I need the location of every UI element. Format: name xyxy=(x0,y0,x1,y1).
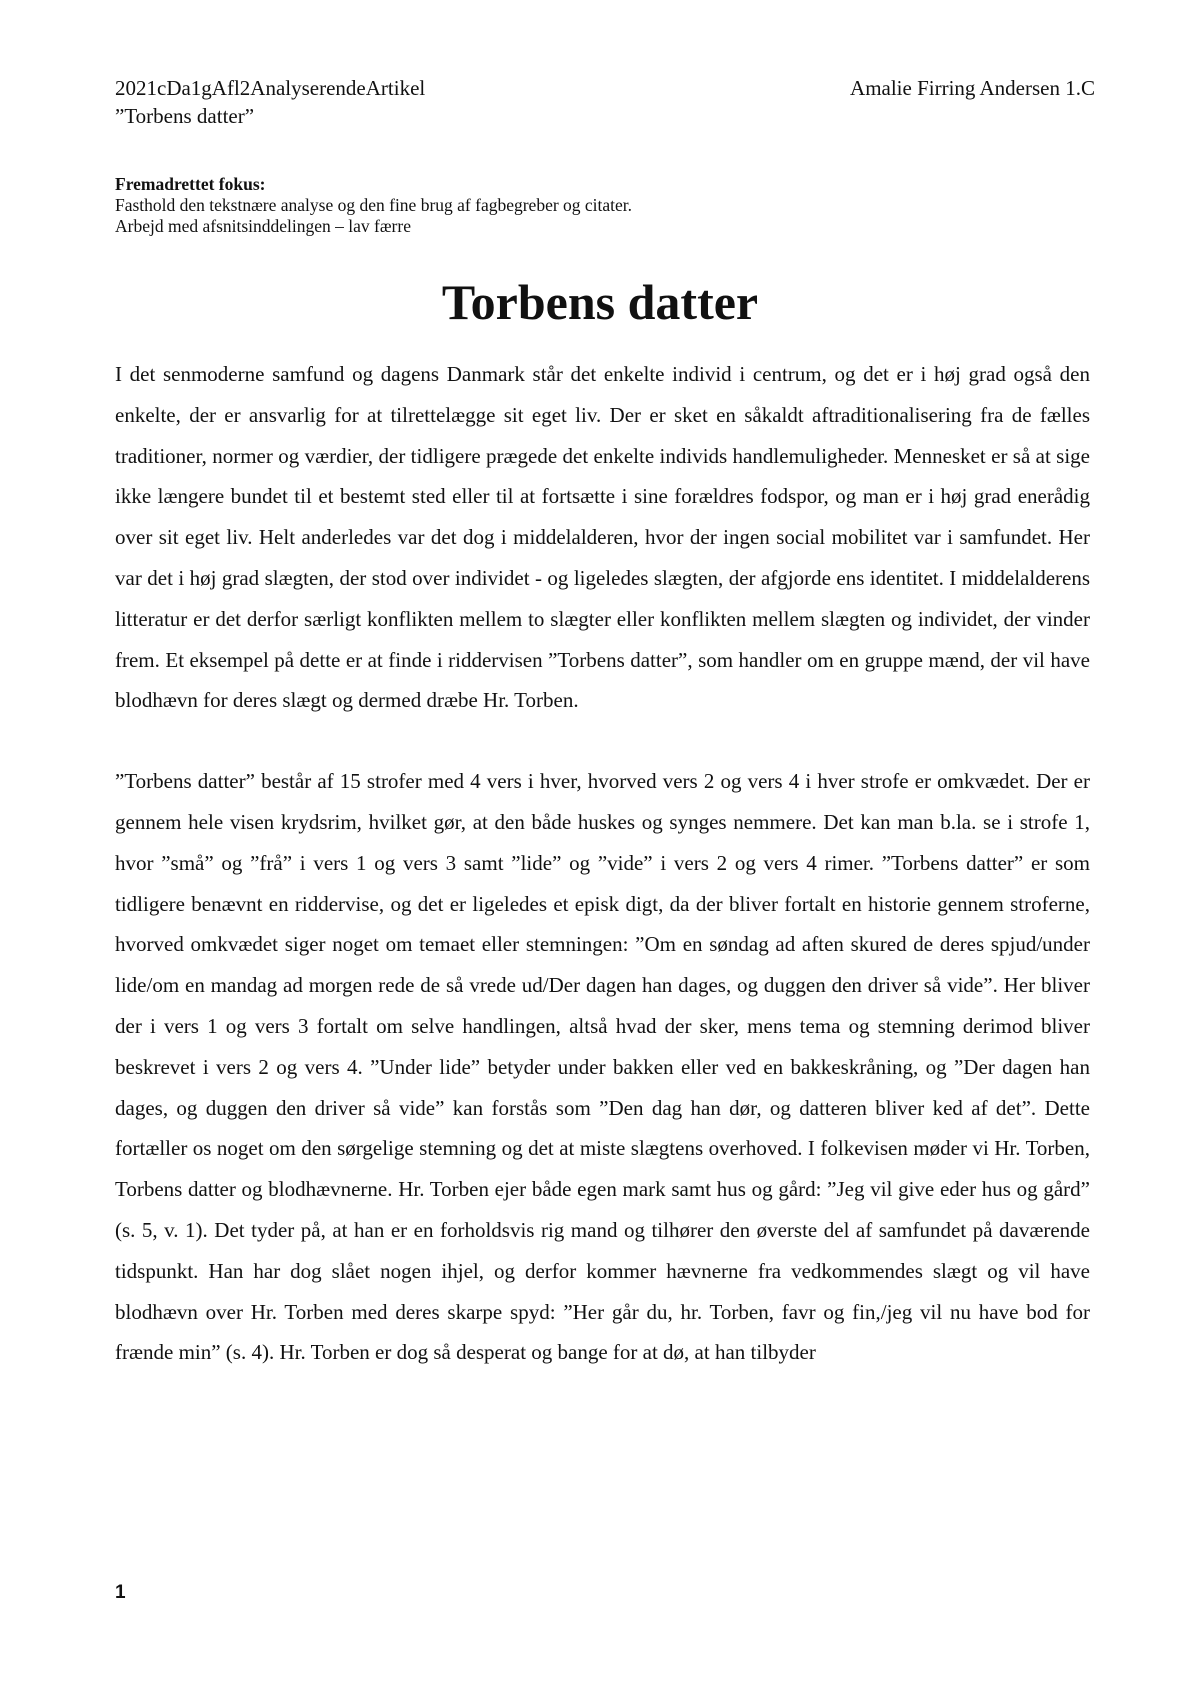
paragraph-intro: I det senmoderne samfund og dagens Danmark står det enkelte individ i centrum, og det er i høj grad også den enkelte, der er ansvarlig for at tilrettelægge sit eget liv. Der er sket en såkaldt aftraditionalisering fra de fælles traditioner, normer og værdier, der tidligere prægede det enkelte individs handlemuligheder. Mennesket er så at sige ikke længere bundet til et bestemt sted eller til at fortsætte i sine forældres fodspor, og man er i høj grad enerådig over sit eget liv. Helt anderledes var det dog i middelalderen, hvor der ingen social mobilitet var i samfundet. Her var det i høj grad slægten, der stod over individet - og ligeledes slægten, der afgjorde ens identitet. I middelalderens litteratur er det derfor særligt konflikten mellem to slægter eller konflikten mellem slægten og individet, der vinder frem. Et eksempel på dette er at finde i riddervisen ”Torbens datter”, som handler om en gruppe mænd, der vil have blodhævn for deres slægt og dermed dræbe Hr. Torben. xyxy=(115,362,1090,713)
author-name: Amalie Firring Andersen 1.C xyxy=(850,76,1095,100)
focus-line-2: Arbejd med afsnitsinddelingen – lav færre xyxy=(115,216,411,236)
paragraph-analysis: ”Torbens datter” består af 15 strofer med 4 vers i hver, hvorved vers 2 og vers 4 i hver strofe er omkvædet. Der er gennem hele visen krydsrim, hvilket gør, at den både huskes og synges nemmere. Det kan man b.la. se i strofe 1, hvor ”små” og ”frå” i vers 1 og vers 3 samt ”lide” og ”vide” i vers 2 og vers 4 rimer. ”Torbens datter” er som tidligere benævnt en riddervise, og det er ligeledes et episk digt, da der bliver fortalt en historie gennem stroferne, hvorved omkvædet siger noget om temaet eller stemningen: ”Om en søndag ad aften skured de deres spjud/under lide/om en mandag ad morgen rede de så vrede ud/Der dagen han dages, og duggen den driver så vide”. Her bliver der i vers 1 og vers 3 fortalt om selve handlingen, altså hvad der sker, mens tema og stemning derimod bliver beskrevet i vers 2 og vers 4. ”Under lide” betyder under bakken eller ved en bakkeskråning, og ”Der dagen han dages, og duggen den driver så vide” kan forstås som ”Den dag han dør, og datteren bliver ked af det”. Dette fortæller os noget om den sørgelige stemning og det at miste slægtens overhoved. I folkevisen møder vi Hr. Torben, Torbens datter og blodhævnerne. Hr. Torben ejer både egen mark samt hus og gård: ”Jeg vil give eder hus og gård” (s. 5, v. 1). Det tyder på, at han er en forholdsvis rig mand og tilhører den øverste del af samfundet på daværende tidspunkt. Han har dog slået nogen ihjel, og derfor kommer hævnerne fra vedkommendes slægt og vil have blodhævn over Hr. Torben med deres skarpe spyd: ”Her går du, hr. Torben, favr og fin,/jeg vil nu have bod for frænde min” (s. 4). Hr. Torben er dog så desperat og bange for at dø, at han tilbyder xyxy=(115,769,1090,1365)
feedback-focus xyxy=(115,174,1095,237)
assignment-code: 2021cDa1gAfl2AnalyserendeArtikel xyxy=(115,76,426,100)
article-title: Torbens datter xyxy=(441,274,759,330)
focus-heading: Fremadrettet fokus: xyxy=(115,174,266,194)
page-number: 1 xyxy=(115,1582,126,1603)
header-row xyxy=(115,74,1095,102)
article-body xyxy=(115,354,1090,1373)
header-subtitle: ”Torbens datter” xyxy=(115,104,255,128)
document-header xyxy=(115,74,1095,130)
focus-line-1: Fasthold den tekstnære analyse og den fine brug af fagbegreber og citater. xyxy=(115,195,633,215)
